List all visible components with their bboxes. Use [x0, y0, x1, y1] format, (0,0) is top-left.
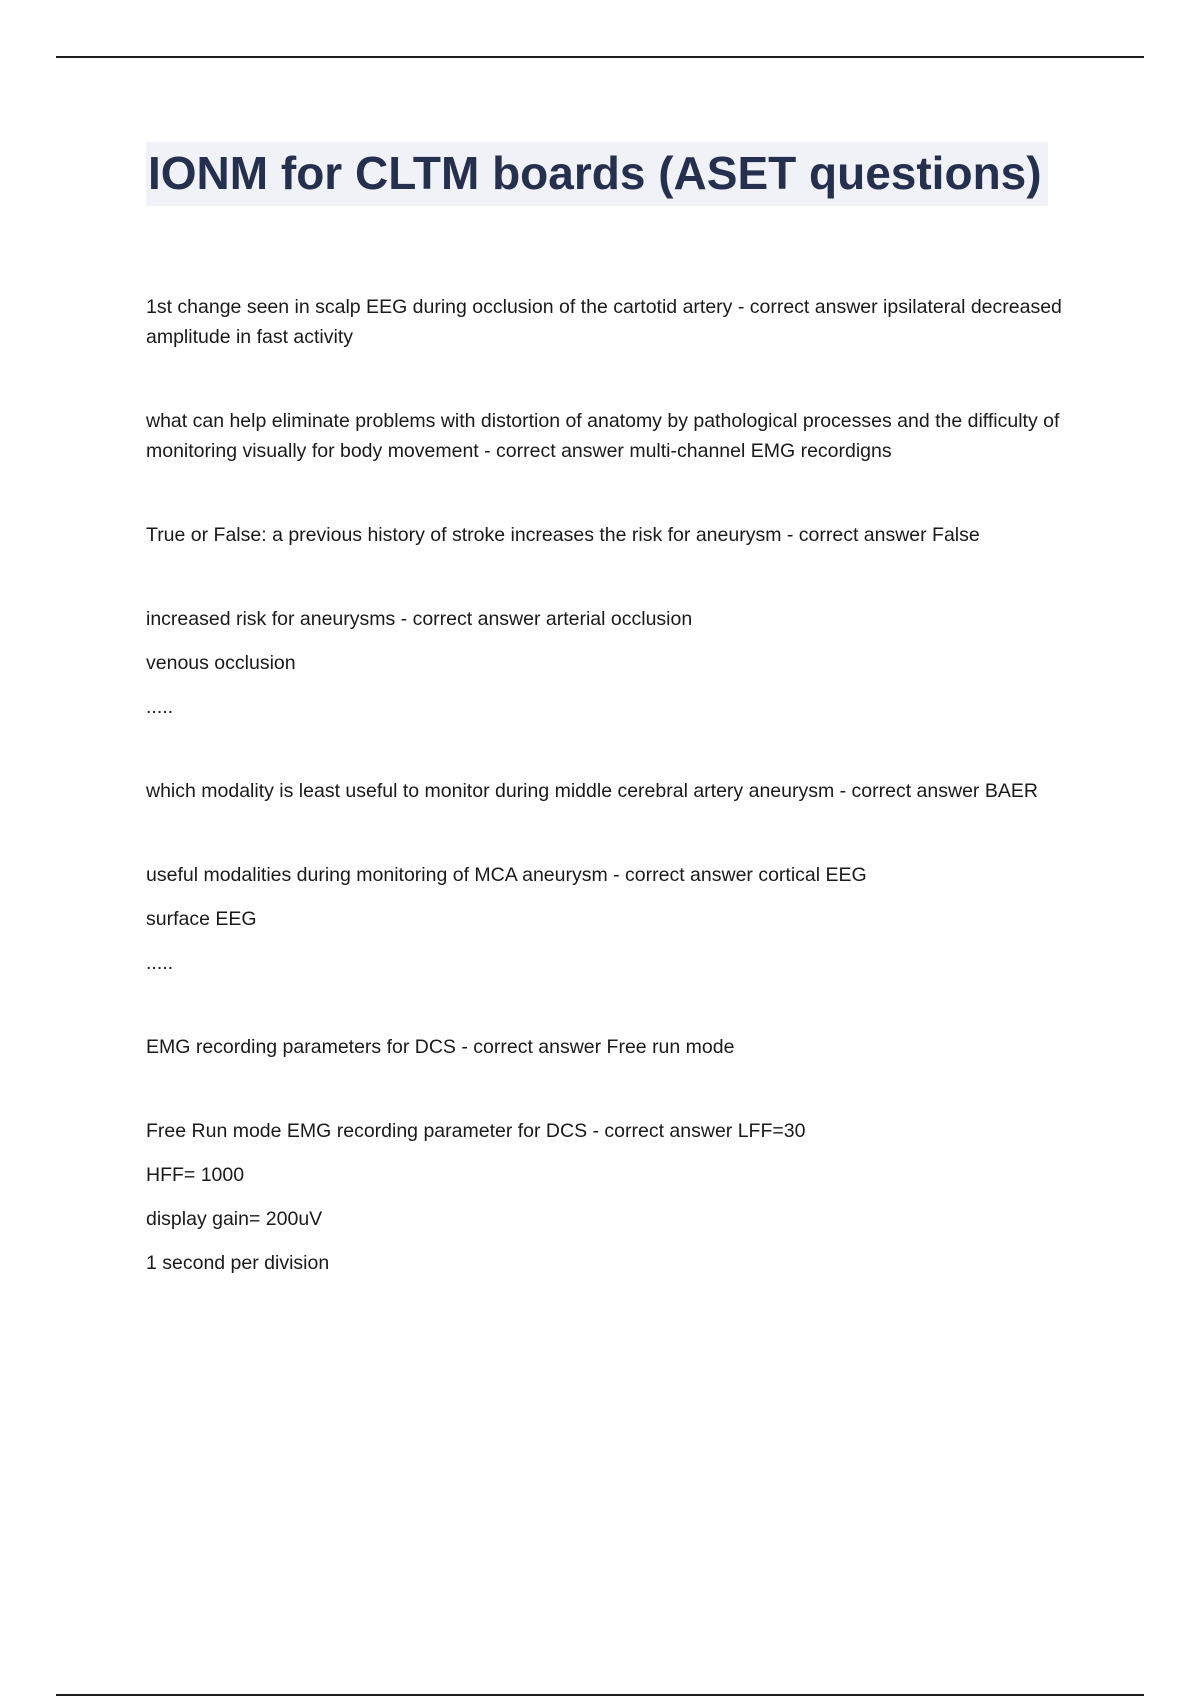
footer-rule — [56, 1694, 1144, 1696]
header-rule — [56, 56, 1144, 58]
qa-line: ..... — [146, 696, 174, 718]
qa-line: useful modalities during monitoring of MCA aneurysm - correct answer cortical EEG — [146, 864, 867, 886]
qa-item — [146, 860, 1096, 978]
qa-item — [146, 520, 1096, 550]
qa-line: what can help eliminate problems with distortion of anatomy by pathological processes and the difficulty of monitoring visually for body movement - correct answer multi-channel EMG recordigns — [146, 410, 1060, 462]
qa-line: True or False: a previous history of stroke increases the risk for aneurysm - correct answer False — [146, 524, 980, 546]
qa-item — [146, 776, 1096, 806]
qa-line: HFF= 1000 — [146, 1164, 245, 1186]
qa-line: ..... — [146, 952, 174, 974]
qa-line: surface EEG — [146, 908, 257, 930]
qa-line: increased risk for aneurysms - correct answer arterial occlusion — [146, 608, 693, 630]
document-title: IONM for CLTM boards (ASET questions) — [146, 142, 1048, 206]
qa-item — [146, 604, 1096, 722]
qa-line: Free Run mode EMG recording parameter for DCS - correct answer LFF=30 — [146, 1120, 806, 1142]
qa-line: EMG recording parameters for DCS - correct answer Free run mode — [146, 1036, 735, 1058]
qa-item — [146, 292, 1096, 352]
qa-line: venous occlusion — [146, 652, 296, 674]
qa-line: 1st change seen in scalp EEG during occlusion of the cartotid artery - correct answer ipsilateral decreased amplitude in fast activity — [146, 296, 1062, 348]
qa-item — [146, 1116, 1096, 1278]
qa-item — [146, 1032, 1096, 1062]
qa-line: which modality is least useful to monitor during middle cerebral artery aneurysm - correct answer BAER — [146, 780, 1038, 802]
qa-item — [146, 406, 1096, 466]
qa-line: 1 second per division — [146, 1252, 330, 1274]
qa-list — [146, 292, 1096, 1332]
qa-line: display gain= 200uV — [146, 1208, 323, 1230]
